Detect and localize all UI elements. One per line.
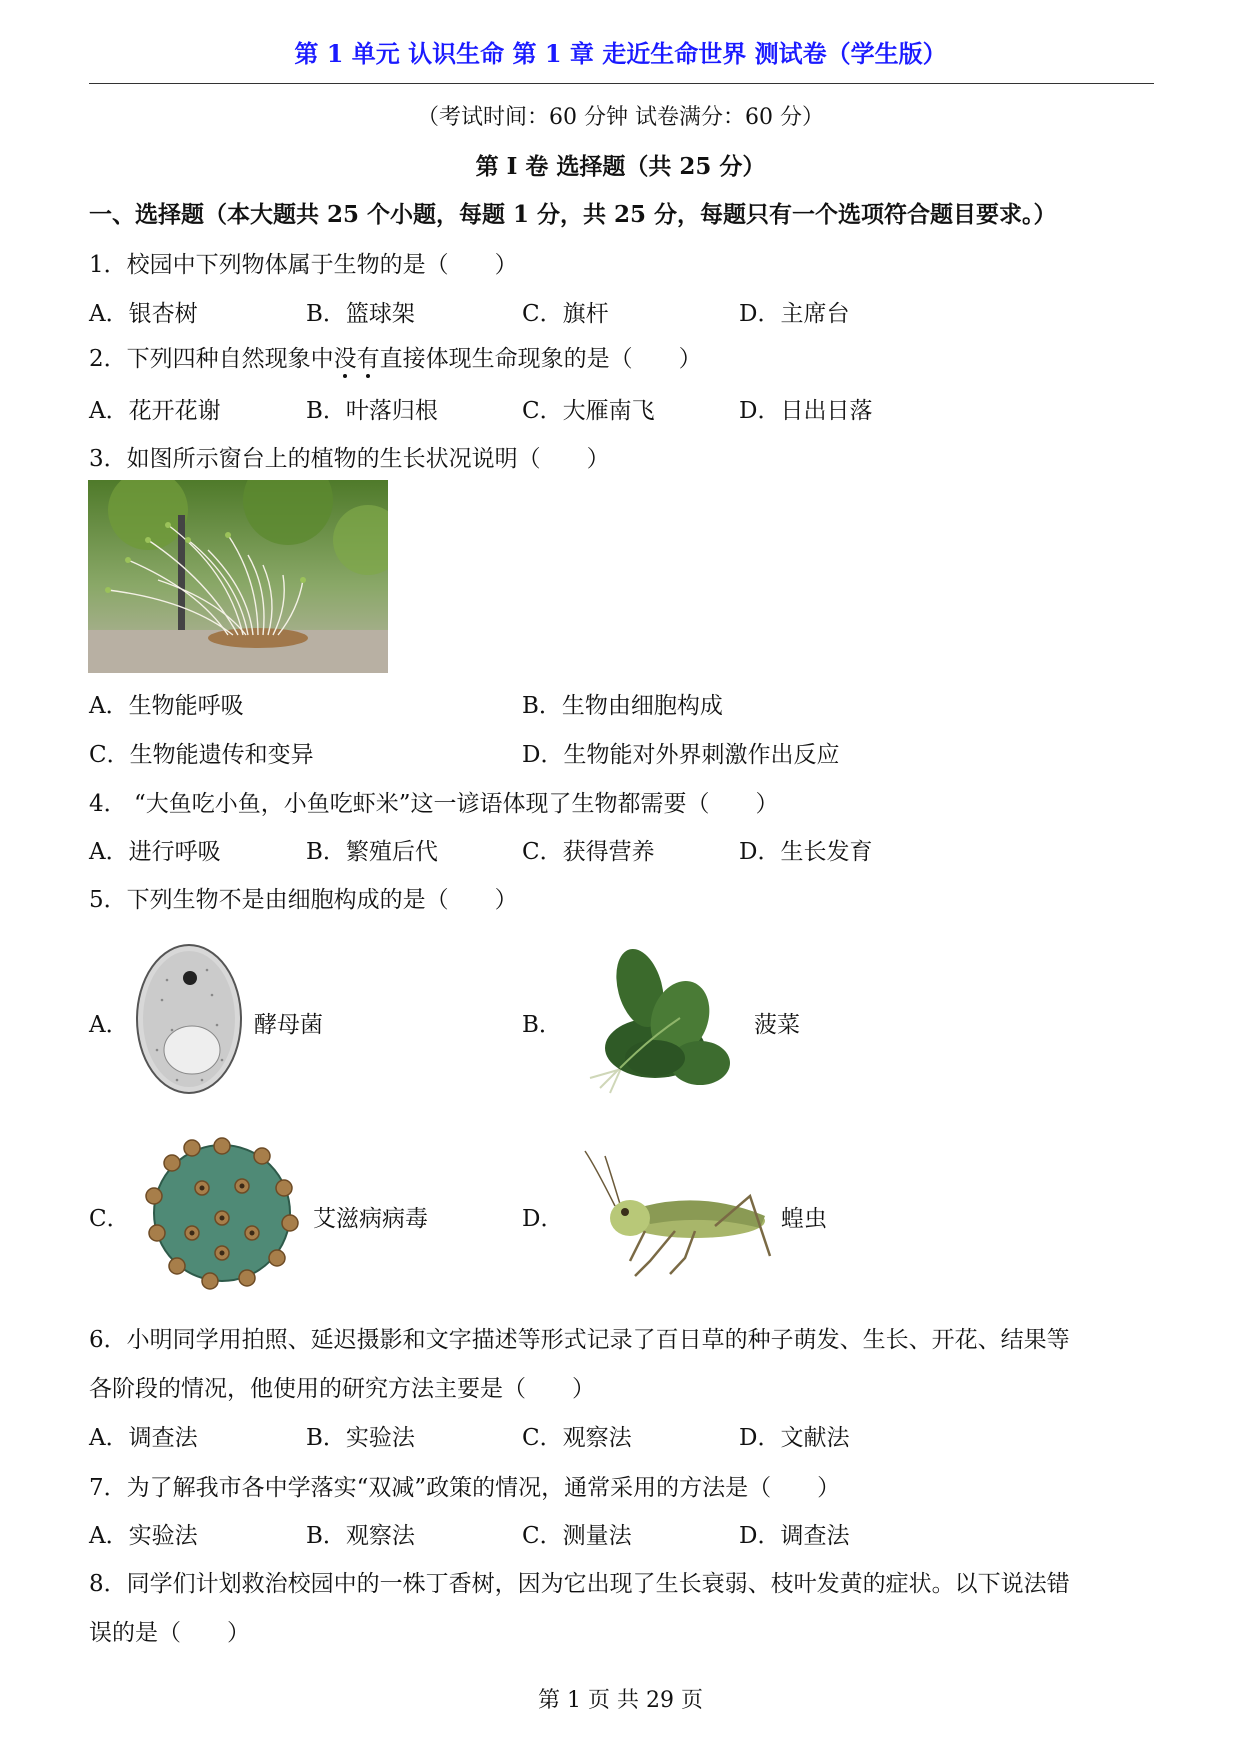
question-6-stem-line-2: 各阶段的情况，他使用的研究方法主要是（ ） — [89, 1376, 595, 1402]
question-3-stem: 3．如图所示窗台上的植物的生长状况说明（ ） — [89, 446, 610, 472]
q1-option-d: D．主席台 — [739, 301, 850, 327]
page-footer: 第 1 页 共 29 页 — [538, 1688, 703, 1713]
q3-option-c: C．生物能遗传和变异 — [89, 742, 314, 768]
header-title: 第 1 单元 认识生命 第 1 章 走近生命世界 测试卷（学生版） — [294, 39, 947, 68]
question-5-stem: 5．下列生物不是由细胞构成的是（ ） — [89, 887, 518, 913]
q3-option-a: A．生物能呼吸 — [89, 693, 244, 719]
q7-option-a: A．实验法 — [89, 1523, 198, 1549]
q6-option-d: D．文献法 — [739, 1425, 850, 1451]
q5-caption-d: 蝗虫 — [781, 1206, 827, 1232]
question-4-stem: 4． “大鱼吃小鱼，小鱼吃虾米”这一谚语体现了生物都需要（ ） — [89, 791, 779, 817]
q5-option-b: B． — [522, 1012, 562, 1038]
q5-caption-b: 菠菜 — [754, 1012, 800, 1038]
grasshopper-image — [575, 1146, 775, 1281]
q4-option-a: A．进行呼吸 — [89, 839, 221, 865]
q3-option-b: B．生物由细胞构成 — [522, 693, 723, 719]
exam-info: （考试时间：60 分钟 试卷满分：60 分） — [417, 105, 824, 130]
q1-option-b: B．篮球架 — [306, 301, 415, 327]
q6-option-b: B．实验法 — [306, 1425, 415, 1451]
q7-option-c: C．测量法 — [522, 1523, 632, 1549]
q4-option-d: D．生长发育 — [739, 839, 873, 865]
question-6-stem-line-1: 6．小明同学用拍照、延迟摄影和文字描述等形式记录了百日草的种子萌发、生长、开花、结果等 — [89, 1327, 1070, 1353]
hiv-virus-image — [132, 1128, 312, 1298]
q2-option-a: A．花开花谢 — [89, 398, 221, 424]
question-2-stem: 2．下列四种自然现象中没有直接体现生命现象的是（ ） — [89, 346, 702, 372]
emphasis-char: 没 — [333, 346, 357, 372]
q2-option-b: B．叶落归根 — [306, 398, 438, 424]
q2-option-c: C．大雁南飞 — [522, 398, 655, 424]
q5-option-d: D． — [522, 1206, 564, 1232]
q3-option-d: D．生物能对外界刺激作出反应 — [522, 742, 840, 768]
emphasis-char: 有 — [356, 346, 380, 372]
q5-caption-c: 艾滋病病毒 — [313, 1206, 428, 1232]
q6-option-a: A．调查法 — [89, 1425, 198, 1451]
q5-caption-a: 酵母菌 — [254, 1012, 323, 1038]
q2-option-d: D．日出日落 — [739, 398, 873, 424]
question-8-stem-line-2: 误的是（ ） — [89, 1620, 250, 1646]
spinach-image — [560, 938, 750, 1098]
q4-option-c: C．获得营养 — [522, 839, 655, 865]
section-title: 一、选择题（本大题共 25 个小题，每题 1 分，共 25 分，每题只有一个选项符合题目要求。） — [89, 201, 1057, 228]
q4-option-b: B．繁殖后代 — [306, 839, 438, 865]
header-divider — [89, 83, 1154, 84]
question-8-stem-line-1: 8．同学们计划救治校园中的一株丁香树，因为它出现了生长衰弱、枝叶发黄的症状。以下说法错 — [89, 1571, 1070, 1597]
question-1-stem: 1．校园中下列物体属于生物的是（ ） — [89, 252, 518, 278]
windowsill-plant-photo — [88, 480, 388, 673]
question-7-stem: 7．为了解我市各中学落实“双减”政策的情况，通常采用的方法是（ ） — [89, 1475, 841, 1501]
q5-option-c: C． — [89, 1206, 130, 1232]
q1-option-a: A．银杏树 — [89, 301, 198, 327]
q7-option-b: B．观察法 — [306, 1523, 415, 1549]
q7-option-d: D．调查法 — [739, 1523, 850, 1549]
q5-option-a: A． — [89, 1012, 129, 1038]
q6-option-c: C．观察法 — [522, 1425, 632, 1451]
q1-option-c: C．旗杆 — [522, 301, 609, 327]
yeast-cell-image — [132, 940, 246, 1098]
part-title: 第 I 卷 选择题（共 25 分） — [475, 153, 766, 180]
